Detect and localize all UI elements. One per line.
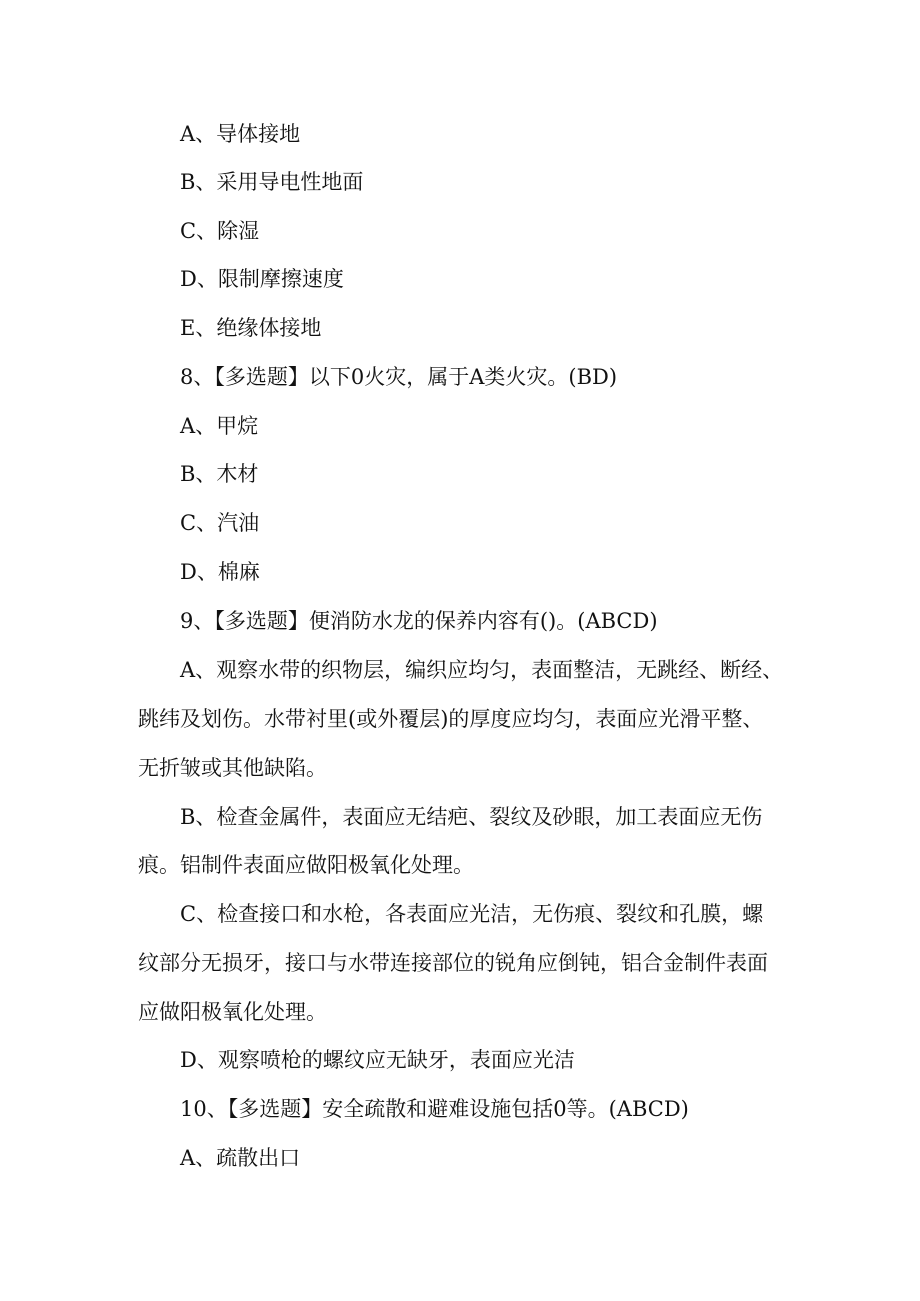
q9-option-d: D、观察喷枪的螺纹应无缺牙，表面应光洁 — [180, 1048, 575, 1072]
q7-option-a: A、导体接地 — [180, 122, 301, 146]
question-8: 8、【多选题】以下0火灾，属于A类火灾。(BD) — [180, 365, 618, 389]
q9-option-b-line-1: B、检查金属件，表面应无结疤、裂纹及砂眼，加工表面应无伤 — [180, 805, 763, 829]
q9-option-c-line-2: 纹部分无损牙，接口与水带连接部位的锐角应倒钝，铝合金制件表面 — [138, 951, 768, 975]
q9-option-a-line-3: 无折皱或其他缺陷。 — [138, 756, 327, 780]
q8-option-c: C、汽油 — [180, 511, 260, 535]
q9-option-a-line-2: 跳纬及划伤。水带衬里(或外覆层)的厚度应均匀，表面应光滑平整、 — [138, 707, 764, 731]
question-10: 10、【多选题】安全疏散和避难设施包括0等。(ABCD) — [180, 1097, 689, 1121]
q8-option-b: B、木材 — [180, 462, 259, 486]
q9-option-c-line-3: 应做阳极氧化处理。 — [138, 1000, 327, 1024]
q7-option-c: C、除湿 — [180, 219, 260, 243]
q10-option-a: A、疏散出口 — [180, 1146, 301, 1170]
q9-option-c-line-1: C、检查接口和水枪，各表面应光洁，无伤痕、裂纹和孔膜，螺 — [180, 902, 764, 926]
q8-option-a: A、甲烷 — [180, 414, 259, 438]
q9-option-a-line-1: A、观察水带的织物层，编织应均匀，表面整洁，无跳经、断经、 — [180, 658, 784, 682]
question-9: 9、【多选题】便消防水龙的保养内容有()。(ABCD) — [180, 609, 658, 633]
q7-option-b: B、采用导电性地面 — [180, 170, 364, 194]
q9-option-b-line-2: 痕。铝制件表面应做阳极氧化处理。 — [138, 853, 474, 877]
q8-option-d: D、棉麻 — [180, 560, 260, 584]
q7-option-d: D、限制摩擦速度 — [180, 267, 344, 291]
q7-option-e: E、绝缘体接地 — [180, 316, 322, 340]
